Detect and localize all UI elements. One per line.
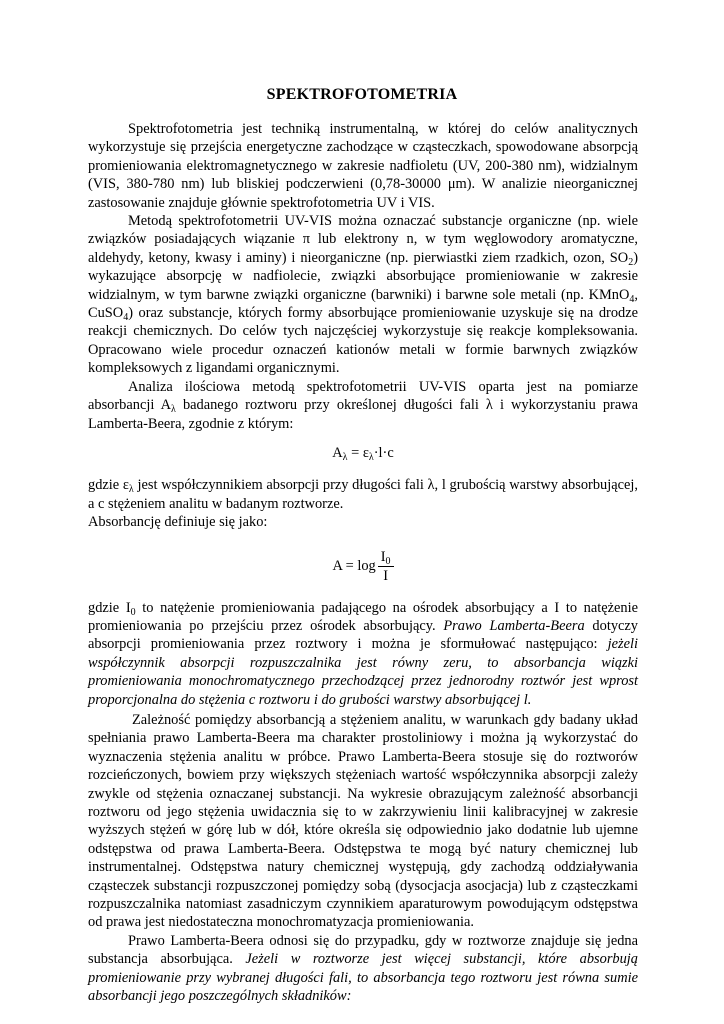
document-title: SPEKTROFOTOMETRIA bbox=[266, 86, 458, 103]
text-segment: Analiza ilościowa metodą spektrofotometrii UV-VIS oparta jest na pomiarze absorbancji A bbox=[88, 378, 638, 414]
paragraph-absorbance-definition: Absorbancję definiuje się jako: bbox=[88, 514, 268, 531]
eq-symbol: ·l·c bbox=[373, 444, 394, 461]
text-segment: gdzie I bbox=[88, 599, 131, 616]
text-segment: , CuSO bbox=[88, 286, 638, 322]
paragraph-intro: Spektrofotometria jest techniką instrumentalną, w której do celów analitycznych wykorzystuje się przejścia energetyczne zachodzące w cząsteczkach, spowodowane absorpcją promieniowania elektromagnetycznego w zakresie nadfioletu (UV, 200-380 nm), widzialnym (VIS, 380-780 nm) lub bliskiej podczerwieni (0,78-30000 μm). W analizie nieorganicznej zastosowanie znajduje głównie spektrofotometria UV i VIS. bbox=[88, 121, 638, 211]
subscript: 4 bbox=[123, 312, 129, 324]
eq-symbol: = ε bbox=[347, 444, 369, 461]
eq-symbol: I bbox=[380, 548, 386, 565]
paragraph-quantitative-analysis bbox=[88, 378, 638, 433]
subscript: 2 bbox=[628, 256, 634, 268]
fraction bbox=[378, 548, 394, 585]
paragraph-lambert-beer-law bbox=[88, 599, 638, 709]
paragraph-uv-vis-applications bbox=[88, 212, 638, 378]
subscript: λ bbox=[342, 451, 348, 463]
text-segment: gdzie ε bbox=[88, 477, 129, 494]
equation-lambert-beer bbox=[88, 444, 638, 462]
text-segment: dotyczy absorpcji promieniowania przez roztwory i można je sformułować następująco: bbox=[88, 617, 638, 653]
text-segment: ) oraz substancje, których formy absorbujące promieniowanie uzyskuje się na drodze reakcji chemicznych. Do celów tych najczęściej wykorzystuje się reakcje kompleksowania. Opracowano wiele procedur oznaczeń kationów metali w formie barwnych związków kompleksowych z ligandami organicznymi. bbox=[88, 305, 638, 377]
italic-law-statement: jeżeli współczynnik absorpcji rozpuszczalnika jest równy zeru, to absorbancja wiązki promieniowania monochromatycznego przechodzącej przez jednorodny roztwór jest wprost proporcjonalna do stężenia c roztworu i do grubości warstwy absorbującej l. bbox=[88, 636, 638, 708]
italic-term: Prawo Lamberta-Beera bbox=[443, 617, 585, 634]
paragraph-additivity bbox=[88, 932, 638, 1006]
subscript: λ bbox=[368, 451, 374, 463]
text-segment: to natężenie promieniowania padającego na ośrodek absorbujący a I to natężenie promieniowania po przejściu przez ośrodek absorbujący. bbox=[88, 599, 638, 634]
subscript: λ bbox=[171, 404, 176, 416]
text-segment: badanego roztworu przy określonej długości fali λ i wykorzystaniu prawa Lamberta-Beera, zgodnie z którym: bbox=[88, 397, 638, 432]
subscript: 0 bbox=[130, 606, 136, 618]
text-segment: ) wykazujące absorpcję w nadfiolecie, związki absorbujące promieniowanie w zakresie widzialnym, w tym barwne związki organiczne (barwniki) i barwne sole metali (np. KMnO bbox=[88, 249, 638, 303]
subscript: 0 bbox=[385, 555, 391, 567]
fraction-numerator bbox=[378, 548, 394, 567]
text-segment: Prawo Lamberta-Beera odnosi się do przypadku, gdy w roztworze znajduje się jedna substancja absorbująca. bbox=[88, 932, 638, 968]
subscript: λ bbox=[128, 484, 134, 496]
paragraph-linearity-deviations: Zależność pomiędzy absorbancją a stężeniem analitu, w warunkach gdy badany układ spełniania prawo Lamberta-Beera ma charakter prostoliniowy i można ją wykorzystać do wyznaczenia stężenia analitu w próbce. Prawo Lamberta-Beera stosuje się do roztworów rozcieńczonych, bowiem przy większych stężeniach wartość współczynnika absorpcji zależy zwykle od stężenia oznaczanej substancji. Na wykresie obrazującym zależność absorbancji roztworu od jego stężenia uwidacznia się to w zakrzywieniu linii kalibracyjnej w zakresie wyższych stężeń w górę lub w dół, które określa się odpowiednio jako dodatnie lub ujemne odstępstwa od prawa Lamberta-Beera. Odstępstwa te mogą być natury chemicznej lub instrumentalnej. Odstępstwa natury chemicznej występują, gdy zachodzą oddziaływania cząsteczek substancji rozpuszczonej pomiędzy sobą (dysocjacja asocjacja) lub z cząsteczkami rozpuszczalnika natomiast zasadniczym czynnikiem aparaturowym powodującym odstępstwa od prawa jest niedostateczna monochromatyzacja promieniowania. bbox=[88, 711, 638, 931]
subscript: 4 bbox=[629, 293, 635, 305]
eq-lhs: A = log bbox=[332, 557, 376, 574]
text-segment: Metodą spektrofotometrii UV-VIS można oznaczać substancje organiczne (np. wiele związków posiadających wiązanie π lub elektrony n, w tym węglowodory aromatyczne, aldehydy, ketony, kwasy i aminy) i nieorganiczne (np. pierwiastki ziem rzadkich, ozon, SO bbox=[88, 213, 638, 266]
document-body bbox=[88, 120, 638, 1005]
text-segment: jest współczynnikiem absorpcji przy długości fali λ, l grubością warstwy absorbującej, a c stężeniem analitu w badanym roztworze. bbox=[88, 477, 638, 512]
eq-symbol: A bbox=[332, 444, 343, 461]
paragraph-where-epsilon bbox=[88, 476, 638, 513]
fraction-denominator: I bbox=[383, 567, 389, 584]
italic-additivity-statement: Jeżeli w roztworze jest więcej substancji, które absorbują promieniowanie przy wybranej długości fali, to absorbancja tego roztworu jest równa sumie absorbancji jego poszczególnych składników: bbox=[88, 951, 638, 1005]
equation-absorbance bbox=[88, 548, 638, 585]
